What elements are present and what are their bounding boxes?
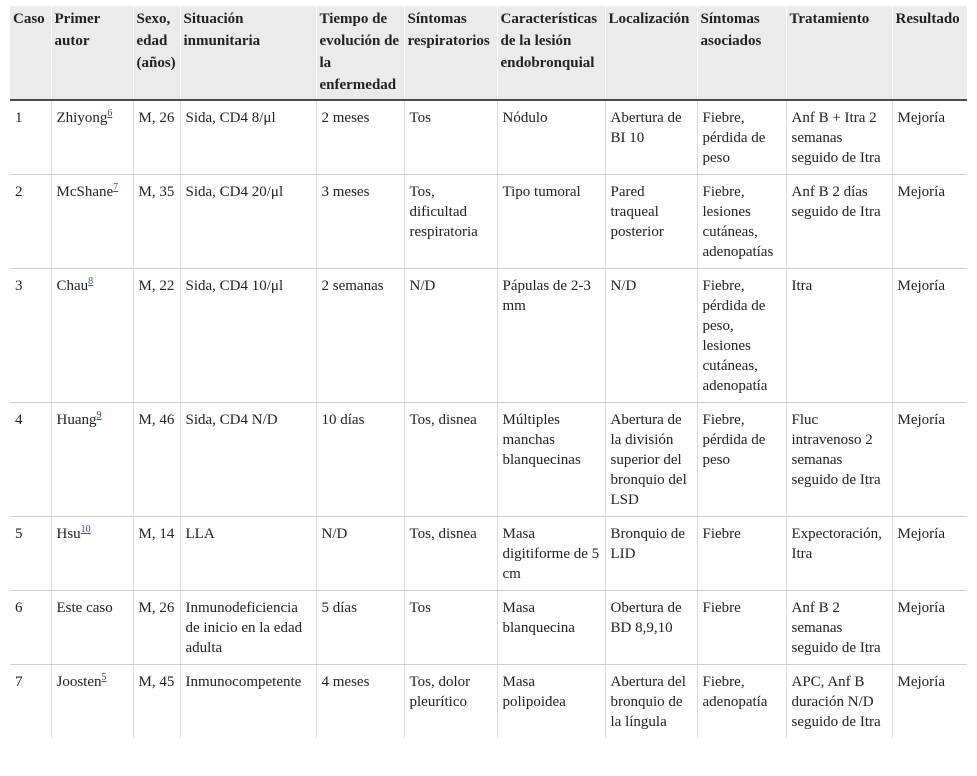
author-name: McShane (56, 184, 114, 200)
cell-localizacion: Abertura de la división superior del bronquio del LSD (605, 403, 697, 517)
cell-tratamiento: Anf B 2 días seguido de Itra (786, 175, 892, 269)
cell-inmunidad: Inmunodeficiencia de inicio en la edad adulta (180, 591, 316, 665)
cell-tratamiento: Anf B 2 semanas seguido de Itra (786, 591, 892, 665)
cell-asociados: Fiebre, lesiones cutáneas, adenopatías (697, 175, 786, 269)
table-header (10, 6, 967, 100)
reference-superscript (107, 105, 112, 119)
header-caso: Caso (10, 6, 51, 100)
cell-sexo-edad: M, 26 (133, 591, 180, 665)
cell-tiempo: 2 semanas (316, 269, 404, 403)
reference-link[interactable]: 6 (107, 108, 113, 119)
cell-lesion: Tipo tumoral (497, 175, 605, 269)
reference-link[interactable]: 8 (88, 276, 94, 287)
cell-localizacion: Bronquio de LID (605, 517, 697, 591)
cell-asociados: Fiebre (697, 517, 786, 591)
cell-resultado: Mejoría (892, 100, 967, 175)
table-row (10, 517, 967, 591)
cell-localizacion: Pared traqueal posterior (605, 175, 697, 269)
reference-superscript (113, 179, 118, 193)
cell-tratamiento: Fluc intravenoso 2 semanas seguido de Itra (786, 403, 892, 517)
cell-tiempo: 4 meses (316, 665, 404, 739)
cell-sintomas: Tos (404, 591, 497, 665)
cell-lesion: Pápulas de 2-3 mm (497, 269, 605, 403)
cell-sexo-edad: M, 22 (133, 269, 180, 403)
author-name: Zhiyong (56, 110, 108, 126)
reference-link[interactable]: 7 (113, 182, 119, 193)
cell-lesion: Múltiples manchas blanquecinas (497, 403, 605, 517)
cell-autor (51, 517, 133, 591)
header-tratamiento: Tratamiento (786, 6, 892, 100)
cell-caso: 6 (10, 591, 51, 665)
cell-resultado: Mejoría (892, 403, 967, 517)
reference-superscript (97, 407, 102, 421)
cell-sintomas: N/D (404, 269, 497, 403)
reference-link[interactable]: 10 (80, 524, 91, 535)
cell-caso: 7 (15, 674, 23, 690)
cell-inmunidad: Sida, CD4 10/μl (180, 269, 316, 403)
cell-lesion: Masa digitiforme de 5 cm (497, 517, 605, 591)
reference-superscript (102, 669, 107, 683)
author-name: Hsu (56, 526, 81, 542)
header-asociados: Síntomas asociados (697, 6, 786, 100)
author-name: Huang (56, 412, 97, 428)
header-sintomas: Síntomas respiratorios (404, 6, 497, 100)
cell-sexo-edad: M, 35 (133, 175, 180, 269)
cell-inmunidad: Sida, CD4 N/D (180, 403, 316, 517)
table-row (10, 175, 967, 269)
cell-caso: 4 (10, 403, 51, 517)
author-name: Este caso (56, 600, 113, 616)
cell-localizacion: N/D (605, 269, 697, 403)
author-name: Joosten (56, 674, 102, 690)
cell-lesion: Nódulo (497, 100, 605, 175)
cell-tratamiento: Expectoración, Itra (786, 517, 892, 591)
cell-sexo-edad: M, 45 (133, 665, 180, 739)
header-resultado: Resultado (892, 6, 967, 100)
cell-autor (51, 591, 133, 665)
cell-localizacion: Abertura del bronquio de la língula (605, 665, 697, 739)
reference-link[interactable]: 5 (101, 672, 107, 683)
cell-caso: 2 (10, 175, 51, 269)
cell-sexo-edad: M, 46 (133, 403, 180, 517)
cell-caso: 3 (10, 269, 51, 403)
case-table (10, 6, 967, 738)
cell-asociados: Fiebre, pérdida de peso, lesiones cutáneas, adenopatía (697, 269, 786, 403)
cell-tratamiento: APC, Anf B duración N/D seguido de Itra (786, 665, 892, 739)
cell-sintomas: Tos, dificultad respiratoria (404, 175, 497, 269)
cell-tiempo: 10 días (316, 403, 404, 517)
cell-resultado: Mejoría (892, 175, 967, 269)
cell-sintomas: Tos, disnea (404, 517, 497, 591)
cell-inmunidad: Inmunocompetente (180, 665, 316, 739)
reference-superscript (81, 521, 91, 535)
cell-localizacion: Obertura de BD 8,9,10 (605, 591, 697, 665)
cell-autor (51, 403, 133, 517)
cell-inmunidad: Sida, CD4 8/μl (180, 100, 316, 175)
cell-caso: 1 (10, 100, 51, 175)
cell-asociados: Fiebre, adenopatía (697, 665, 786, 739)
cell-inmunidad: LLA (180, 517, 316, 591)
cell-autor (51, 269, 133, 403)
header-autor: Primer autor (51, 6, 133, 100)
cell-tiempo: 2 meses (316, 100, 404, 175)
header-localizacion: Localización (605, 6, 697, 100)
cell-sexo-edad: M, 14 (133, 517, 180, 591)
table-body (10, 100, 967, 738)
cell-localizacion: Abertura de BI 10 (605, 100, 697, 175)
cell-caso: 5 (10, 517, 51, 591)
cell-resultado: Mejoría (892, 269, 967, 403)
cell-resultado: Mejoría (892, 591, 967, 665)
cell-resultado: Mejoría (892, 517, 967, 591)
cell-sexo-edad: M, 26 (133, 100, 180, 175)
cell-resultado: Mejoría (892, 665, 967, 739)
header-lesion: Características de la lesión endobronquial (497, 6, 605, 100)
cell-sintomas: Tos, disnea (404, 403, 497, 517)
table-row (10, 403, 967, 517)
cell-tiempo: 5 días (316, 591, 404, 665)
cell-lesion: Masa polipoidea (497, 665, 605, 739)
cell-autor (51, 100, 133, 175)
cell-asociados: Fiebre, pérdida de peso (697, 403, 786, 517)
cell-asociados: Fiebre, pérdida de peso (697, 100, 786, 175)
table-row (10, 591, 967, 665)
author-name: Chau (56, 278, 89, 294)
header-tiempo: Tiempo de evolución de la enfermedad (316, 6, 404, 100)
cell-sintomas: Tos (404, 100, 497, 175)
reference-link[interactable]: 9 (96, 410, 102, 421)
cell-autor (51, 175, 133, 269)
cell-tratamiento: Itra (786, 269, 892, 403)
cell-autor (51, 665, 133, 739)
cell-tratamiento: Anf B + Itra 2 semanas seguido de Itra (786, 100, 892, 175)
cell-sintomas: Tos, dolor pleurítico (404, 665, 497, 739)
table-row (10, 269, 967, 403)
cell-asociados: Fiebre (697, 591, 786, 665)
table-row (10, 100, 967, 175)
header-inmunidad: Situación inmunitaria (180, 6, 316, 100)
cell-inmunidad: Sida, CD4 20/μl (180, 175, 316, 269)
cell-tiempo: N/D (316, 517, 404, 591)
cell-tiempo: 3 meses (316, 175, 404, 269)
reference-superscript (88, 273, 93, 287)
header-sexo: Sexo, edad (años) (133, 6, 180, 100)
cell-lesion: Masa blanquecina (497, 591, 605, 665)
table-row (10, 665, 967, 739)
